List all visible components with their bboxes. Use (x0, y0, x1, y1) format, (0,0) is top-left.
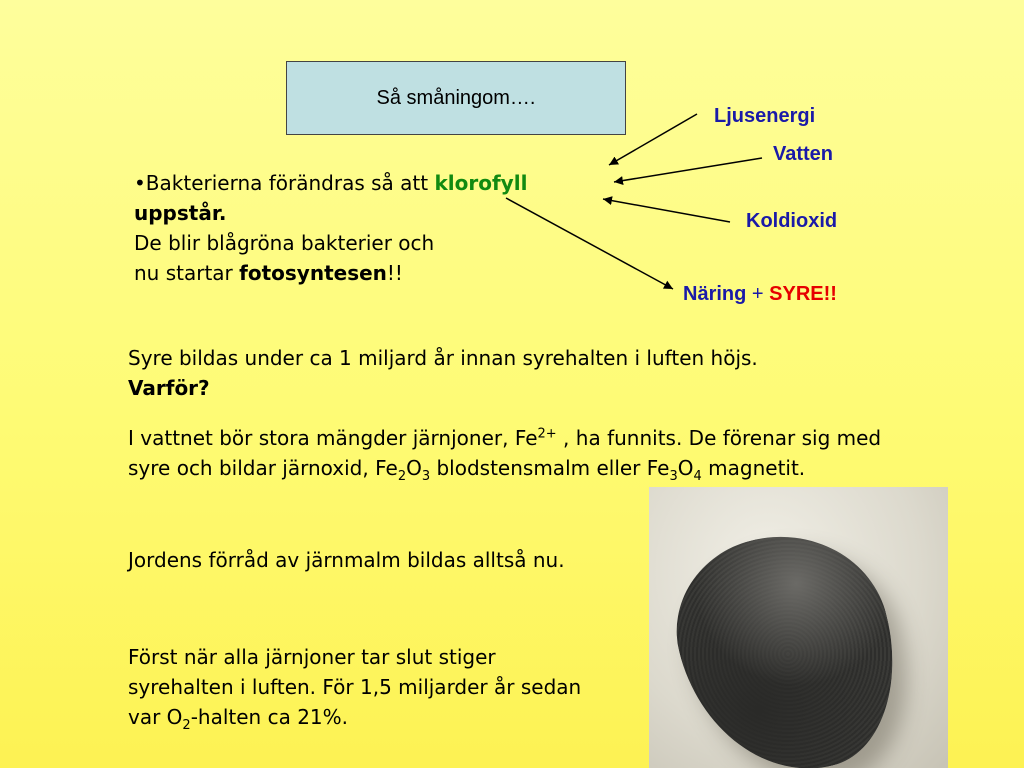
bullet-mark: • (134, 171, 146, 195)
syre-paragraph (128, 343, 898, 403)
klorofyll-word: klorofyll (434, 171, 528, 195)
arrow-vatten (614, 158, 762, 182)
arrow-koldioxid (603, 199, 730, 222)
forst-paragraph (128, 642, 598, 732)
bullet-paragraph (134, 168, 604, 288)
fe2o3-fe-sub: 2 (397, 469, 407, 484)
label-koldioxid: Koldioxid (746, 210, 838, 232)
label-syre: SYRE!! (769, 283, 837, 305)
varfor-question: Varför? (128, 376, 210, 400)
jarn-text-2: , ha funnits. De förenar sig med syre och bildar järnoxid, Fe (128, 426, 882, 480)
arrow-ljusenergi (609, 114, 697, 165)
label-naring: Näring (683, 283, 747, 305)
oxygen-letter: O (406, 456, 422, 480)
plus-sign: + (751, 283, 764, 305)
title-text: Så småningom…. (376, 86, 536, 109)
fe2o3-o-sub: 3 (421, 469, 431, 484)
bullet-text-start: Bakterierna förändras så att (145, 171, 435, 195)
bullet-line4-start: nu startar (134, 261, 240, 285)
fe-charge: 2+ (537, 426, 557, 442)
label-naring-syre (683, 283, 837, 306)
jordens-text: Jordens förråd av järnmalm bildas alltså nu. (128, 548, 565, 572)
period: . (218, 201, 227, 225)
iron-ore-photo (649, 487, 948, 768)
exclaim: !! (386, 261, 403, 285)
o2-sub: 2 (182, 718, 191, 733)
fe3o4-fe-sub: 3 (669, 469, 678, 484)
jarnjoner-paragraph (128, 423, 898, 483)
forst-text-1: Först när alla järnjoner tar slut stiger syrehalten i luften. För 1,5 miljarder år sedan var O (128, 645, 582, 729)
fotosyntesen-word: fotosyntesen (239, 261, 387, 285)
fe3o4-o-sub: 4 (693, 469, 702, 484)
label-ljusenergi: Ljusenergi (714, 105, 816, 127)
uppstar-word: uppstår (134, 201, 219, 225)
forst-text-2: -halten ca 21%. (190, 705, 349, 729)
oxygen-letter-2: O (677, 456, 694, 480)
syre-line1: Syre bildas under ca 1 miljard år innan syrehalten i luften höjs. (128, 346, 758, 370)
jarn-text-4: magnetit. (701, 456, 806, 480)
jarn-text-3: blodstensmalm eller Fe (430, 456, 670, 480)
jordens-paragraph (128, 545, 568, 575)
jarn-text-1: I vattnet bör stora mängder järnjoner, Fe (128, 426, 538, 450)
bullet-line3: De blir blågröna bakterier och (134, 231, 435, 255)
label-vatten: Vatten (773, 143, 834, 165)
iron-ore-rock-icon (657, 513, 918, 768)
